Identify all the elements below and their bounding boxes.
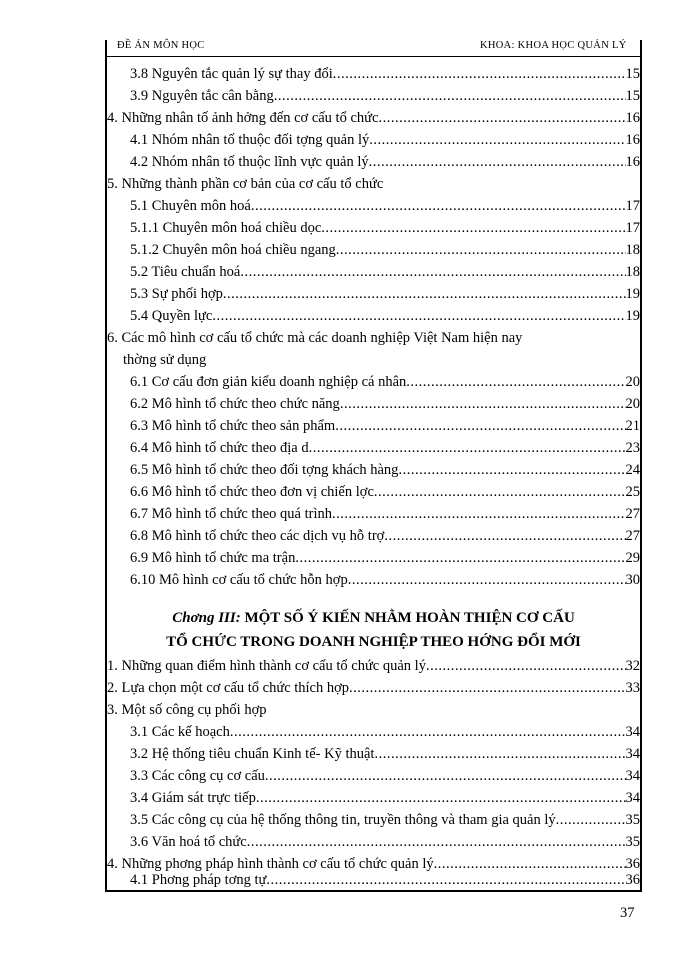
toc-leader: [230, 721, 626, 743]
toc-leader: [240, 261, 625, 283]
toc-entry[interactable]: 3.4 Giám sát trực tiếp ..... 34: [130, 787, 640, 809]
toc-entry[interactable]: 5.3 Sự phối hợp ..... 19: [130, 283, 640, 305]
toc-entry[interactable]: 4.1 Phơng pháp tơng tự ..... 36: [130, 869, 640, 891]
toc-section-heading[interactable]: 3. Một số công cụ phối hợp: [107, 702, 267, 718]
toc-entry[interactable]: 6.2 Mô hình tổ chức theo chức năng ..... 20: [130, 393, 640, 415]
toc-entry[interactable]: 5.1 Chuyên môn hoá ..... 17: [130, 195, 640, 217]
chapter-label: Chơng III:: [172, 610, 241, 626]
toc-leader: [251, 195, 626, 217]
toc-leader: [265, 765, 626, 787]
chapter-heading-line2[interactable]: TỔ CHỨC TRONG DOANH NGHIỆP THEO HỚNG ĐỔI MỚI: [166, 634, 581, 650]
toc-leader: [378, 107, 625, 129]
toc-entry[interactable]: 6.6 Mô hình tổ chức theo đơn vị chiến lợc ..... 25: [130, 481, 640, 503]
toc-leader: [333, 63, 626, 85]
toc-entry[interactable]: 5.1.1 Chuyên môn hoá chiều dọc ..... 17: [130, 217, 640, 239]
toc-leader: [426, 655, 626, 677]
toc-entry[interactable]: 4.1 Nhóm nhân tố thuộc đối tợng quản lý ..... 16: [130, 129, 640, 151]
toc-leader: [398, 459, 625, 481]
toc-entry[interactable]: 3.8 Nguyên tắc quản lý sự thay đổi ..... 15: [130, 63, 640, 85]
toc-leader: [556, 809, 626, 831]
toc-entry[interactable]: 3.1 Các kế hoạch ..... 34: [130, 721, 640, 743]
toc-leader: [369, 129, 625, 151]
toc-entry[interactable]: 3.3 Các công cụ cơ cấu ..... 34: [130, 765, 640, 787]
toc-leader: [348, 569, 626, 591]
toc-entry[interactable]: 4. Những nhân tố ảnh hởng đến cơ cấu tổ chức ..... 16: [107, 107, 640, 129]
toc-leader: [374, 481, 626, 503]
toc-entry[interactable]: 6.3 Mô hình tổ chức theo sản phẩm ..... 21: [130, 415, 640, 437]
toc-leader: [336, 239, 626, 261]
toc-entry[interactable]: 3.2 Hệ thống tiêu chuẩn Kinh tế- Kỹ thuật ..... 34: [130, 743, 640, 765]
chapter-heading-line1[interactable]: [107, 607, 640, 629]
toc-leader: [266, 869, 625, 891]
toc-leader: [340, 393, 626, 415]
toc-leader: [295, 547, 625, 569]
toc-entry[interactable]: 1. Những quan điểm hình thành cơ cấu tổ chức quản lý ..... 32: [107, 655, 640, 677]
page-number: 37: [620, 905, 635, 921]
toc-leader: [212, 305, 625, 327]
toc-leader: [374, 743, 625, 765]
toc-entry[interactable]: 6.7 Mô hình tổ chức theo quá trình ..... 27: [130, 503, 640, 525]
toc-leader: [406, 371, 625, 393]
toc-entry[interactable]: 6.1 Cơ cấu đơn giản kiểu doanh nghiệp cá nhân ..... 20: [130, 371, 640, 393]
toc-entry[interactable]: 5.1.2 Chuyên môn hoá chiều ngang ..... 18: [130, 239, 640, 261]
toc-leader: [256, 787, 626, 809]
toc-entry[interactable]: 6.10 Mô hình cơ cấu tổ chức hỗn hợp ..... 30: [130, 569, 640, 591]
toc-leader: [247, 831, 626, 853]
toc-entry[interactable]: 6.9 Mô hình tổ chức ma trận ..... 29: [130, 547, 640, 569]
toc-entry[interactable]: 4.2 Nhóm nhân tố thuộc lĩnh vực quản lý ..... 16: [130, 151, 640, 173]
toc-section-heading-cont[interactable]: thờng sử dụng: [123, 352, 207, 368]
toc-entry[interactable]: 5.2 Tiêu chuẩn hoá ..... 18: [130, 261, 640, 283]
toc-section-heading[interactable]: 6. Các mô hình cơ cấu tổ chức mà các doanh nghiệp Việt Nam hiện nay: [107, 330, 523, 346]
toc-leader: [384, 525, 625, 547]
toc-entry[interactable]: 5.4 Quyền lực ..... 19: [130, 305, 640, 327]
toc-leader: [349, 677, 625, 699]
toc-leader: [309, 437, 626, 459]
toc-leader: [332, 503, 626, 525]
header-right: KHOA: KHOA HỌC QUẢN LÝ: [480, 40, 627, 51]
toc-leader: [369, 151, 626, 173]
toc-leader: [321, 217, 625, 239]
toc-entry[interactable]: 6.5 Mô hình tổ chức theo đối tợng khách hàng ..... 24: [130, 459, 640, 481]
toc-leader: [223, 283, 626, 305]
toc-entry[interactable]: 2. Lựa chọn một cơ cấu tổ chức thích hợp ..... 33: [107, 677, 640, 699]
toc-entry[interactable]: 6.8 Mô hình tổ chức theo các dịch vụ hỗ trợ ..... 27: [130, 525, 640, 547]
toc-entry[interactable]: 4. Những phơng pháp hình thành cơ cấu tổ chức quản lý ..... 36: [107, 853, 640, 875]
header-left: ĐỀ ÁN MÔN HỌC: [117, 40, 205, 51]
toc-leader: [335, 415, 625, 437]
header-divider: [105, 56, 642, 57]
toc-entry[interactable]: 3.9 Nguyên tắc cân bằng ..... 15: [130, 85, 640, 107]
chapter-title-1: MỘT SỐ Ý KIẾN NHẰM HOÀN THIỆN CƠ CẤU: [240, 610, 575, 626]
toc-entry[interactable]: 3.5 Các công cụ của hệ thống thông tin, truyền thông và tham gia quản lý ..... 35: [130, 809, 640, 831]
toc-entry[interactable]: 3.6 Văn hoá tổ chức ..... 35: [130, 831, 640, 853]
toc-section-heading[interactable]: 5. Những thành phần cơ bản của cơ cấu tổ chức: [107, 176, 384, 192]
toc-entry[interactable]: 6.4 Mô hình tổ chức theo địa d ..... 23: [130, 437, 640, 459]
toc-leader: [274, 85, 626, 107]
